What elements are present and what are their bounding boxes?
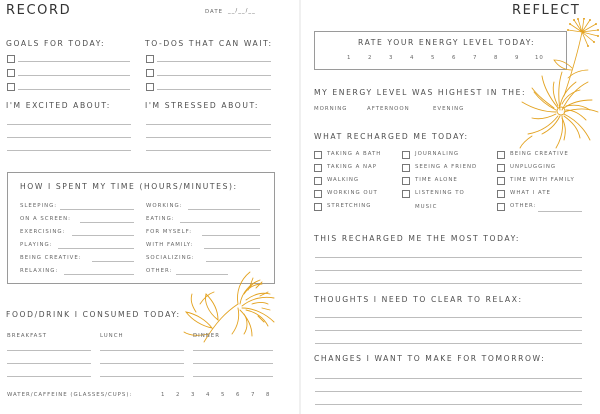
time-of-day-option[interactable]: AFTERNOON xyxy=(367,106,410,112)
breakfast-line[interactable] xyxy=(7,363,91,364)
water-number[interactable]: 2 xyxy=(176,392,181,398)
excited-line[interactable] xyxy=(7,150,131,151)
recharge-checkbox[interactable] xyxy=(314,177,322,185)
meal-label: DINNER xyxy=(193,333,220,339)
lunch-line[interactable] xyxy=(100,350,184,351)
stressed-line[interactable] xyxy=(146,137,271,138)
meal-label: BREAKFAST xyxy=(7,333,48,339)
goal-line[interactable] xyxy=(18,89,130,90)
energy-scale-number[interactable]: 9 xyxy=(515,55,520,61)
water-number[interactable]: 8 xyxy=(266,392,271,398)
time-item: PLAYING: xyxy=(20,242,53,248)
energy-scale-number[interactable]: 2 xyxy=(368,55,373,61)
goal-checkbox[interactable] xyxy=(7,69,15,77)
todos-heading: TO-DOS THAT CAN WAIT: xyxy=(145,39,273,48)
dinner-line[interactable] xyxy=(193,363,273,364)
recharge-option: UNPLUGGING xyxy=(510,164,557,170)
breakfast-line[interactable] xyxy=(7,376,91,377)
time-item: RELAXING: xyxy=(20,268,59,274)
stressed-line[interactable] xyxy=(146,150,271,151)
page-fold xyxy=(299,0,301,414)
recharge-checkbox[interactable] xyxy=(402,164,410,172)
lunch-line[interactable] xyxy=(100,376,184,377)
breakfast-line[interactable] xyxy=(7,350,91,351)
stressed-heading: I'M STRESSED ABOUT: xyxy=(145,101,260,110)
recharge-option: SEEING A FRIEND xyxy=(415,164,478,170)
meal-label: LUNCH xyxy=(100,333,124,339)
water-number[interactable]: 3 xyxy=(191,392,196,398)
recharge-checkbox[interactable] xyxy=(497,151,505,159)
recharge-option: JOURNALING xyxy=(415,151,460,157)
time-item: BEING CREATIVE: xyxy=(20,255,82,261)
protea-flower-icon xyxy=(178,264,288,344)
chrysanthemum-flower-icon xyxy=(518,66,600,150)
time-item: OTHER: xyxy=(146,268,173,274)
recharge-checkbox[interactable] xyxy=(314,164,322,172)
recharge-checkbox[interactable] xyxy=(402,151,410,159)
recharge-option: BEING CREATIVE xyxy=(510,151,569,157)
thoughts-line[interactable] xyxy=(315,343,582,344)
goals-heading: GOALS FOR TODAY: xyxy=(6,39,106,48)
changes-line[interactable] xyxy=(315,378,582,379)
goal-line[interactable] xyxy=(18,75,130,76)
recharge-checkbox[interactable] xyxy=(497,203,505,211)
todo-checkbox[interactable] xyxy=(146,83,154,91)
recharge-option: OTHER: xyxy=(510,203,537,209)
record-title: RECORD xyxy=(6,3,72,18)
goal-line[interactable] xyxy=(18,61,130,62)
recharge-option: TAKING A NAP xyxy=(327,164,377,170)
changes-heading: CHANGES I WANT TO MAKE FOR TOMORROW: xyxy=(314,354,546,363)
water-number[interactable]: 7 xyxy=(251,392,256,398)
water-number[interactable]: 5 xyxy=(221,392,226,398)
energy-heading: RATE YOUR ENERGY LEVEL TODAY: xyxy=(358,38,536,47)
excited-heading: I'M EXCITED ABOUT: xyxy=(6,101,111,110)
recharge-option: LISTENING TO xyxy=(415,190,465,196)
water-number[interactable]: 4 xyxy=(206,392,211,398)
time-item: SLEEPING: xyxy=(20,203,58,209)
recharge-checkbox[interactable] xyxy=(402,177,410,185)
stressed-line[interactable] xyxy=(146,124,271,125)
time-line[interactable] xyxy=(92,261,134,262)
energy-scale-number[interactable]: 4 xyxy=(410,55,415,61)
recharge-option: WALKING xyxy=(327,177,360,183)
food-heading: FOOD/DRINK I CONSUMED TODAY: xyxy=(6,310,181,319)
time-of-day-option[interactable]: MORNING xyxy=(314,106,348,112)
time-line[interactable] xyxy=(72,235,134,236)
todo-line[interactable] xyxy=(157,89,271,90)
energy-scale-number[interactable]: 8 xyxy=(494,55,499,61)
time-line[interactable] xyxy=(80,222,134,223)
time-item: EATING: xyxy=(146,216,175,222)
goal-checkbox[interactable] xyxy=(7,55,15,63)
time-line[interactable] xyxy=(58,248,134,249)
recharge-option: WHAT I ATE xyxy=(510,190,551,196)
recharge-option: TIME WITH FAMILY xyxy=(510,177,575,183)
time-item: ON A SCREEN: xyxy=(20,216,71,222)
most-line[interactable] xyxy=(315,257,582,258)
time-item: WITH FAMILY: xyxy=(146,242,194,248)
todo-checkbox[interactable] xyxy=(146,69,154,77)
reflect-title: REFLECT xyxy=(512,3,581,18)
recharge-checkbox[interactable] xyxy=(497,164,505,172)
time-line[interactable] xyxy=(202,235,260,236)
highest-heading: MY ENERGY LEVEL WAS HIGHEST IN THE: xyxy=(314,88,527,97)
time-item: EXERCISING: xyxy=(20,229,66,235)
most-heading: THIS RECHARGED ME THE MOST TODAY: xyxy=(314,234,520,243)
energy-box xyxy=(314,31,567,70)
energy-scale-number[interactable]: 3 xyxy=(389,55,394,61)
recharge-checkbox[interactable] xyxy=(497,190,505,198)
recharge-checkbox[interactable] xyxy=(314,203,322,211)
excited-line[interactable] xyxy=(7,137,131,138)
energy-scale-number[interactable]: 1 xyxy=(347,55,352,61)
recharge-option: TAKING A BATH xyxy=(327,151,382,157)
energy-scale-number[interactable]: 7 xyxy=(473,55,478,61)
time-item: WORKING: xyxy=(146,203,183,209)
excited-line[interactable] xyxy=(7,124,131,125)
recharge-option: WORKING OUT xyxy=(327,190,378,196)
energy-scale-number[interactable]: 10 xyxy=(535,55,544,61)
most-line[interactable] xyxy=(315,270,582,271)
time-heading: HOW I SPENT MY TIME (HOURS/MINUTES): xyxy=(20,182,238,191)
dinner-line[interactable] xyxy=(193,376,273,377)
recharge-option: STRETCHING xyxy=(327,203,372,209)
changes-line[interactable] xyxy=(315,404,582,405)
energy-scale-number[interactable]: 6 xyxy=(452,55,457,61)
thoughts-heading: THOUGHTS I NEED TO CLEAR TO RELAX: xyxy=(314,295,523,304)
water-number[interactable]: 6 xyxy=(236,392,241,398)
recharge-checkbox[interactable] xyxy=(314,190,322,198)
time-line[interactable] xyxy=(180,222,260,223)
time-line[interactable] xyxy=(60,209,134,210)
energy-scale-number[interactable]: 5 xyxy=(431,55,436,61)
date-field[interactable]: __/__/__ xyxy=(228,8,256,14)
recharge-option: TIME ALONE xyxy=(415,177,458,183)
recharged-heading: WHAT RECHARGED ME TODAY: xyxy=(314,132,469,141)
water-label: WATER/CAFFEINE (GLASSES/CUPS): xyxy=(7,392,133,398)
water-number[interactable]: 1 xyxy=(161,392,166,398)
thoughts-line[interactable] xyxy=(315,330,582,331)
todo-checkbox[interactable] xyxy=(146,55,154,63)
recharge-checkbox[interactable] xyxy=(497,177,505,185)
time-line[interactable] xyxy=(206,261,260,262)
time-line[interactable] xyxy=(188,209,260,210)
time-item: SOCIALIZING: xyxy=(146,255,195,261)
lunch-line[interactable] xyxy=(100,363,184,364)
recharge-checkbox[interactable] xyxy=(314,151,322,159)
dinner-line[interactable] xyxy=(193,350,273,351)
recharge-checkbox[interactable] xyxy=(402,190,410,198)
time-of-day-option[interactable]: EVENING xyxy=(433,106,465,112)
time-line[interactable] xyxy=(64,274,134,275)
time-line[interactable] xyxy=(204,248,260,249)
most-line[interactable] xyxy=(315,283,582,284)
todo-line[interactable] xyxy=(157,61,271,62)
date-label: DATE xyxy=(205,9,224,15)
goal-checkbox[interactable] xyxy=(7,83,15,91)
changes-line[interactable] xyxy=(315,391,582,392)
time-item: FOR MYSELF: xyxy=(146,229,193,235)
other-line[interactable] xyxy=(538,211,582,212)
todo-line[interactable] xyxy=(157,75,271,76)
recharge-option-continued: MUSIC xyxy=(415,204,438,210)
thoughts-line[interactable] xyxy=(315,317,582,318)
